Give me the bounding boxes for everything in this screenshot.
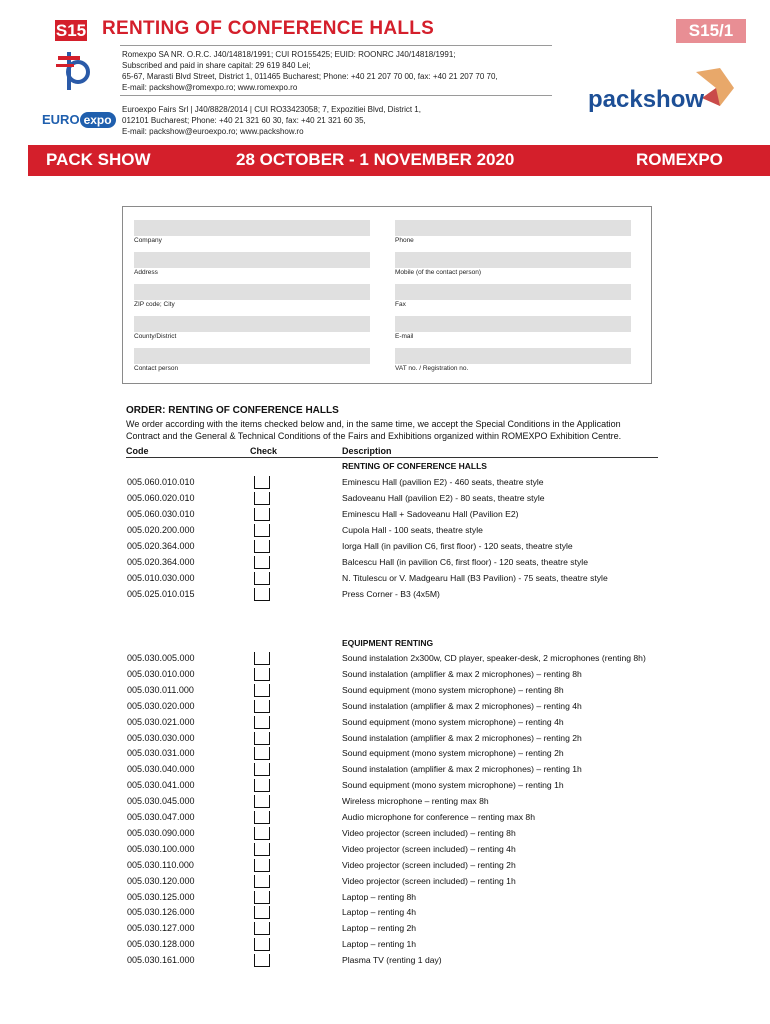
packshow-logo: packshow — [588, 86, 705, 113]
item-code: 005.030.005.000 — [127, 653, 195, 663]
info-line: Romexpo SA NR. O.R.C. J40/14818/1991; CUI RO155425; EUID: ROONRC J40/14818/1991; — [122, 50, 456, 59]
vat-field[interactable] — [395, 348, 631, 364]
item-checkbox[interactable] — [254, 922, 270, 935]
order-heading: ORDER: RENTING OF CONFERENCE HALLS — [126, 405, 339, 416]
item-checkbox[interactable] — [254, 954, 270, 967]
item-checkbox[interactable] — [254, 843, 270, 856]
field-label: Address — [134, 269, 158, 276]
item-description: Sound instalation 2x300w, CD player, speaker-desk, 2 microphones (renting 8h) — [342, 653, 646, 663]
item-checkbox[interactable] — [254, 747, 270, 760]
item-code: 005.060.030.010 — [127, 509, 195, 519]
item-description: Audio microphone for conference – renting max 8h — [342, 812, 535, 822]
item-code: 005.060.010.010 — [127, 477, 195, 487]
item-code: 005.030.040.000 — [127, 764, 195, 775]
info-line: E-mail: packshow@romexpo.ro; www.romexpo.ro — [122, 83, 298, 92]
item-code: 005.030.125.000 — [127, 891, 195, 902]
field-label: Contact person — [134, 365, 179, 372]
item-code: 005.030.047.000 — [127, 812, 195, 822]
section-title-equipment: EQUIPMENT RENTING — [342, 638, 434, 648]
info-line: Subscribed and paid in share capital: 29 619 840 Lei; — [122, 61, 311, 70]
item-code: 005.030.126.000 — [127, 907, 195, 918]
item-description: Laptop – renting 8h — [342, 891, 417, 902]
field-label: Mobile (of the contact person) — [395, 269, 481, 276]
item-code: 005.030.090.000 — [127, 827, 195, 838]
item-description: Sound instalation (amplifier & max 2 microphones) – renting 1h — [342, 764, 582, 775]
order-text-line: Contract and the General & Technical Conditions of the Fairs and Exhibitions organized within ROMEXPO Exhibition Centre. — [126, 431, 622, 441]
phone-field[interactable] — [395, 220, 631, 236]
item-checkbox[interactable] — [254, 938, 270, 951]
page-badge: S15/1 — [676, 19, 746, 43]
item-description: Sound instalation (amplifier & max 2 microphones) – renting 8h — [342, 668, 582, 679]
item-code: 005.030.045.000 — [127, 796, 195, 807]
item-code: 005.020.364.000 — [127, 557, 195, 567]
romexpo-info — [122, 49, 498, 93]
item-description: Video projector (screen included) – renting 8h — [342, 827, 516, 838]
item-checkbox[interactable] — [254, 811, 270, 824]
info-line: Euroexpo Fairs Srl | J40/8828/2014 | CUI RO33423058; 7, Expozitiei Blvd, District 1, — [122, 105, 421, 114]
item-description: Iorga Hall (in pavilion C6, first floor) - 120 seats, theatre style — [342, 541, 573, 551]
item-description: Sound instalation (amplifier & max 2 microphones) – renting 4h — [342, 700, 582, 711]
item-description: Sound equipment (mono system microphone) – renting 2h — [342, 748, 564, 759]
order-text-line: We order according with the items checked below and, in the same time, we accept the Special Conditions in the Application — [126, 419, 621, 429]
item-checkbox[interactable] — [254, 492, 270, 505]
item-description: Video projector (screen included) – renting 4h — [342, 843, 516, 854]
company-field[interactable] — [134, 220, 370, 236]
romexpo-logo — [54, 50, 98, 94]
item-code: 005.030.030.000 — [127, 732, 195, 743]
item-checkbox[interactable] — [254, 700, 270, 713]
item-code: 005.030.021.000 — [127, 716, 195, 727]
item-description: Laptop – renting 2h — [342, 923, 417, 934]
item-description: Wireless microphone – renting max 8h — [342, 796, 489, 807]
item-code: 005.025.010.015 — [127, 589, 195, 599]
item-code: 005.030.010.000 — [127, 668, 195, 679]
item-description: Cupola Hall - 100 seats, theatre style — [342, 525, 483, 535]
euroexpo-logo — [42, 111, 116, 129]
header-rule — [126, 457, 658, 458]
field-label: Company — [134, 237, 162, 244]
event-name: PACK SHOW — [46, 150, 151, 169]
euroexpo-info — [122, 104, 421, 137]
col-header-check: Check — [250, 446, 278, 456]
item-code: 005.030.031.000 — [127, 748, 195, 759]
item-code: 005.030.110.000 — [127, 859, 194, 870]
info-line: 012101 Bucharest; Phone: +40 21 321 60 30, fax: +40 21 321 60 35, — [122, 116, 366, 125]
item-code: 005.020.364.000 — [127, 541, 195, 551]
item-checkbox[interactable] — [254, 572, 270, 585]
item-checkbox[interactable] — [254, 668, 270, 681]
address-field[interactable] — [134, 252, 370, 268]
item-description: Eminescu Hall + Sadoveanu Hall (Pavilion E2) — [342, 509, 519, 519]
item-checkbox[interactable] — [254, 556, 270, 569]
item-code: 005.010.030.000 — [127, 573, 195, 583]
item-description: Video projector (screen included) – renting 2h — [342, 859, 516, 870]
item-checkbox[interactable] — [254, 906, 270, 919]
item-checkbox[interactable] — [254, 684, 270, 697]
item-description: Sound instalation (amplifier & max 2 microphones) – renting 2h — [342, 732, 582, 743]
fax-field[interactable] — [395, 284, 631, 300]
item-code: 005.030.161.000 — [127, 955, 195, 966]
header-rule-bottom — [120, 95, 552, 96]
item-checkbox[interactable] — [254, 859, 270, 872]
item-code: 005.030.128.000 — [127, 939, 195, 950]
item-code: 005.030.020.000 — [127, 700, 195, 711]
item-checkbox[interactable] — [254, 540, 270, 553]
item-description: Laptop – renting 1h — [342, 939, 417, 950]
item-checkbox[interactable] — [254, 779, 270, 792]
header-rule-top — [120, 45, 552, 46]
item-checkbox[interactable] — [254, 508, 270, 521]
item-code: 005.030.120.000 — [127, 875, 195, 886]
field-label: E-mail — [395, 333, 414, 340]
contact-person-field[interactable] — [134, 348, 370, 364]
item-code: 005.030.041.000 — [127, 780, 195, 791]
item-description: Laptop – renting 4h — [342, 907, 417, 918]
item-code: 005.020.200.000 — [127, 525, 195, 535]
field-label: ZIP code; City — [134, 301, 175, 308]
item-description: Balcescu Hall (in pavilion C6, first floor) - 120 seats, theatre style — [342, 557, 588, 567]
field-label: VAT no. / Registration no. — [395, 365, 469, 372]
item-description: N. Titulescu or V. Madgearu Hall (B3 Pavilion) - 75 seats, theatre style — [342, 573, 608, 583]
zip-city-field[interactable] — [134, 284, 370, 300]
item-description: Eminescu Hall (pavilion E2) - 460 seats, theatre style — [342, 477, 544, 487]
code-badge: S15 — [55, 21, 87, 40]
item-description: Sound equipment (mono system microphone) – renting 1h — [342, 780, 564, 791]
section-title-halls: RENTING OF CONFERENCE HALLS — [342, 461, 487, 471]
item-description: Sadoveanu Hall (pavilion E2) - 80 seats, theatre style — [342, 493, 545, 503]
col-header-code: Code — [126, 446, 149, 456]
item-code: 005.030.011.000 — [127, 684, 194, 695]
contact-form — [122, 206, 652, 384]
item-checkbox[interactable] — [254, 875, 270, 888]
col-header-description: Description — [342, 446, 392, 456]
field-label: Fax — [395, 301, 406, 308]
euroexpo-logo-part1: EURO — [42, 112, 80, 127]
item-checkbox[interactable] — [254, 827, 270, 840]
item-checkbox[interactable] — [254, 891, 270, 904]
item-checkbox[interactable] — [254, 763, 270, 776]
event-venue: ROMEXPO — [636, 150, 723, 169]
item-checkbox[interactable] — [254, 795, 270, 808]
item-checkbox[interactable] — [254, 476, 270, 489]
item-description: Sound equipment (mono system microphone) – renting 8h — [342, 684, 564, 695]
email-field[interactable] — [395, 316, 631, 332]
item-checkbox[interactable] — [254, 524, 270, 537]
item-code: 005.030.127.000 — [127, 923, 195, 934]
page-title: RENTING OF CONFERENCE HALLS — [102, 18, 435, 39]
item-checkbox[interactable] — [254, 716, 270, 729]
mobile-field[interactable] — [395, 252, 631, 268]
item-checkbox[interactable] — [254, 732, 270, 745]
item-code: 005.060.020.010 — [127, 493, 195, 503]
item-checkbox[interactable] — [254, 588, 270, 601]
order-text — [126, 418, 621, 442]
event-banner — [28, 145, 770, 176]
item-description: Sound equipment (mono system microphone) – renting 4h — [342, 716, 564, 727]
item-description: Press Corner - B3 (4x5M) — [342, 589, 440, 599]
item-description: Video projector (screen included) – renting 1h — [342, 875, 516, 886]
field-label: Phone — [395, 237, 414, 244]
event-dates: 28 OCTOBER - 1 NOVEMBER 2020 — [236, 150, 515, 169]
euroexpo-logo-part2: expo — [80, 112, 116, 128]
item-description: Plasma TV (renting 1 day) — [342, 955, 442, 966]
item-checkbox[interactable] — [254, 652, 270, 665]
county-field[interactable] — [134, 316, 370, 332]
field-label: County/District — [134, 333, 177, 340]
item-code: 005.030.100.000 — [127, 843, 195, 854]
info-line: E-mail: packshow@euroexpo.ro; www.packshow.ro — [122, 127, 304, 136]
info-line: 65-67, Marasti Blvd Street, District 1, 011465 Bucharest; Phone: +40 21 207 70 00, fax: +40 21 207 70 70, — [122, 72, 498, 81]
